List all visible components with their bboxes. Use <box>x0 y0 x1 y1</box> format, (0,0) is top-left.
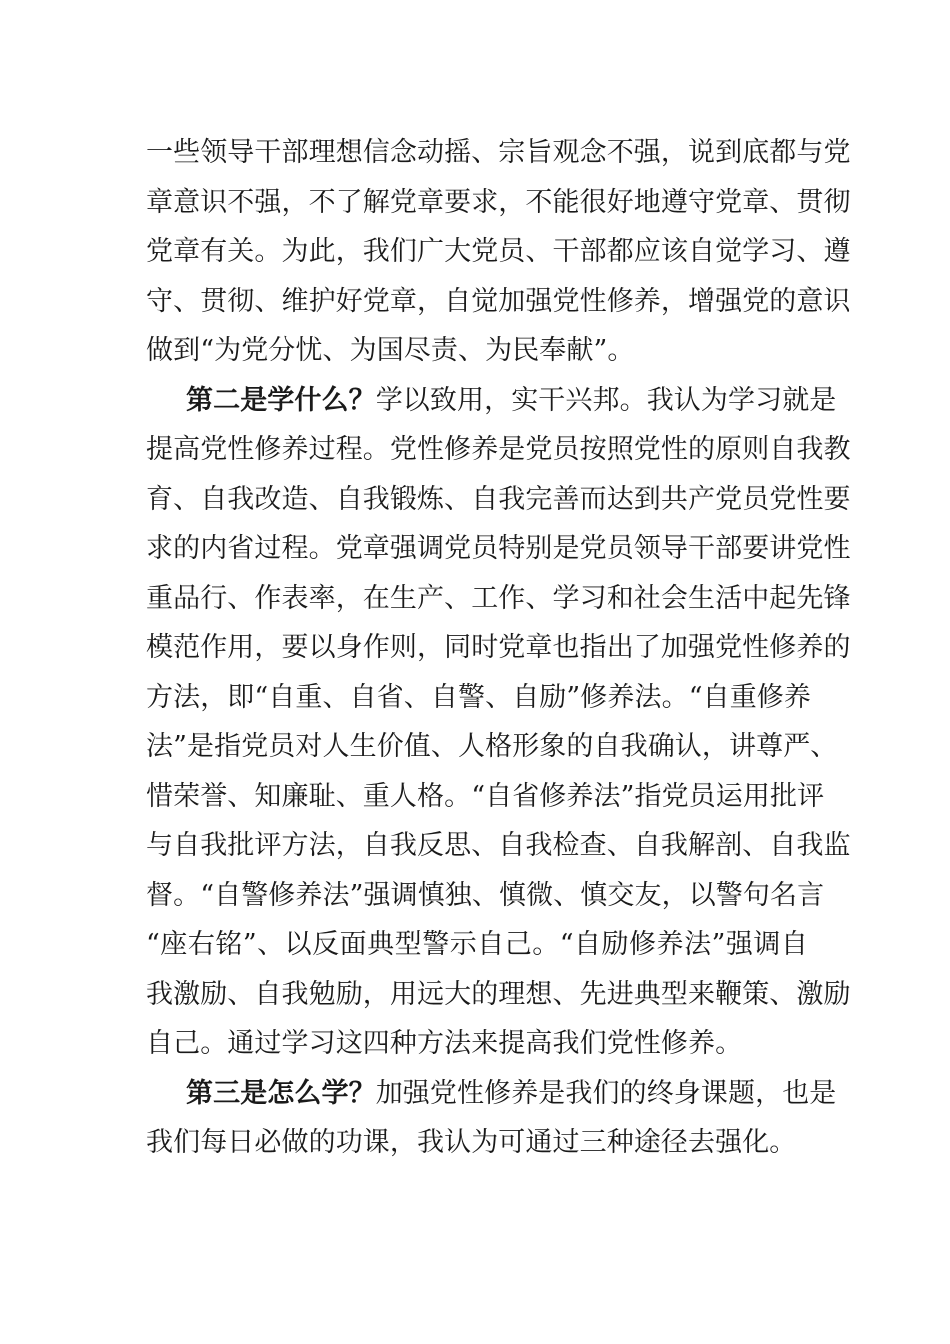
paragraph-2 <box>146 376 851 1069</box>
paragraph-first-line-text: 学以致用，实干兴邦。我认为学习就是 <box>375 384 837 416</box>
paragraph-first-line <box>146 376 837 426</box>
text-line: 我激励、自我勉励，用远大的理想、先进典型来鞭策、激励 <box>146 978 851 1010</box>
text-line: 党章有关。为此，我们广大党员、干部都应该自觉学习、遵 <box>146 236 851 267</box>
text-line: 自己。通过学习这四种方法来提高我们党性修养。 <box>146 1028 743 1059</box>
paragraph-first-line <box>146 1069 837 1119</box>
text-line: 重品行、作表率，在生产、工作、学习和社会生活中起先锋 <box>146 582 851 614</box>
text-line: 育、自我改造、自我锻炼、自我完善而达到共产党员党性要 <box>146 483 851 515</box>
text-line: 做到“为党分忧、为国尽责、为民奉献”。 <box>146 335 635 366</box>
text-line: 模范作用，要以身作则，同时党章也指出了加强党性修养的 <box>146 632 851 663</box>
text-line: 章意识不强，不了解党章要求，不能很好地遵守党章、贯彻 <box>146 186 851 218</box>
text-line: 一些领导干部理想信念动摇、宗旨观念不强，说到底都与党 <box>146 137 851 168</box>
text-line: 提高党性修养过程。党性修养是党员按照党性的原则自我教 <box>146 434 851 465</box>
text-line: 督。“自警修养法”强调慎独、慎微、慎交友，以警句名言 <box>146 879 825 911</box>
paragraph-heading: 第三是怎么学？ <box>186 1077 376 1109</box>
text-line: “座右铭”、以反面典型警示自己。“自励修养法”强调自 <box>146 929 808 960</box>
text-line: 法”是指党员对人生价值、人格形象的自我确认，讲尊严、 <box>146 731 838 762</box>
text-line: 惜荣誉、知廉耻、重人格。“自省修养法”指党员运用批评 <box>146 780 825 812</box>
paragraph-3 <box>146 1069 837 1168</box>
paragraph-1 <box>146 128 851 376</box>
paragraph-first-line-text: 加强党性修养是我们的终身课题，也是 <box>375 1077 837 1109</box>
text-line: 与自我批评方法，自我反思、自我检查、自我解剖、自我监 <box>146 830 851 861</box>
text-line: 求的内省过程。党章强调党员特别是党员领导干部要讲党性 <box>146 533 851 564</box>
text-line: 方法，即“自重、自省、自警、自励”修养法。“自重修养 <box>146 681 812 713</box>
document-body <box>146 128 851 1168</box>
text-line: 守、贯彻、维护好党章，自觉加强党性修养，增强党的意识 <box>146 285 851 317</box>
text-line: 我们每日必做的功课，我认为可通过三种途径去强化。 <box>146 1127 797 1158</box>
paragraph-heading: 第二是学什么？ <box>186 384 376 416</box>
